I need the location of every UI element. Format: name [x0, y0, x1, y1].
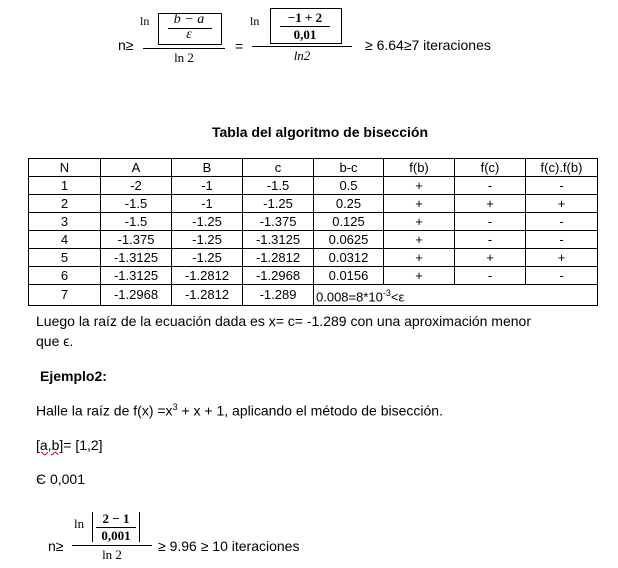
table-cell: -2 [101, 177, 172, 195]
table-cell: -1.2812 [243, 249, 314, 267]
num-right: −1 + 2 [287, 10, 323, 25]
table-cell: 0.125 [314, 213, 384, 231]
formula-2-den: 0,001 [101, 528, 131, 543]
table-cell: + [384, 249, 455, 267]
table-row [29, 213, 598, 231]
table-header-cell: A [101, 159, 172, 177]
abs-bar-right [139, 512, 140, 542]
table-cell: + [384, 177, 455, 195]
example-2-epsilon: Є 0,001 [36, 471, 85, 487]
formula-1-result: ≥ 6.64≥7 iteraciones [365, 37, 491, 53]
table-header-cell: f(c) [455, 159, 526, 177]
table-cell: + [455, 195, 526, 213]
table-cell: -1.375 [101, 231, 172, 249]
table-cell: -1.289 [243, 285, 314, 306]
statement-exp: 3 [172, 402, 178, 412]
formula-2-ln: ln [74, 516, 85, 531]
table-cell: + [526, 195, 598, 213]
frac-line-right [252, 46, 352, 47]
note-pre: 0.008=8*10 [316, 289, 383, 305]
statement-pre: Halle la raíz de f(x) =x [36, 402, 173, 419]
table-header-cell: c [243, 159, 314, 177]
table-cell: -1.2968 [243, 267, 314, 285]
table-cell: -1.2812 [172, 285, 243, 306]
example-2-interval [36, 437, 103, 453]
table-cell: 0.5 [314, 177, 384, 195]
conclusion-line-1: Luego la raíz de la ecuación dada es x= c= -1.289 con una aproximación menor [36, 313, 531, 329]
table-header-cell: B [172, 159, 243, 177]
table-row-last [29, 285, 598, 306]
table-cell: + [526, 249, 598, 267]
formula-1-ln-left: ln [140, 14, 150, 28]
table-cell-note [314, 285, 598, 306]
table-row [29, 249, 598, 267]
table-cell: -1.25 [243, 195, 314, 213]
table-cell: 7 [29, 285, 101, 306]
table-cell: -1.3125 [101, 249, 172, 267]
bisection-table [28, 158, 598, 306]
table-cell: + [455, 249, 526, 267]
table-cell: 5 [29, 249, 101, 267]
table-cell: -1.2968 [101, 285, 172, 306]
table-row [29, 195, 598, 213]
table-cell: 2 [29, 195, 101, 213]
formula-2-frac-line [72, 545, 152, 546]
table-title: Tabla del algoritmo de bisección [211, 124, 428, 140]
table-row [29, 267, 598, 285]
interval-value: = [1,2] [63, 437, 103, 453]
table-cell: -1 [172, 177, 243, 195]
conclusion-line-2: que ϵ. [36, 333, 74, 349]
table-cell: -1.5 [243, 177, 314, 195]
table-cell: 6 [29, 267, 101, 285]
table-cell: -1.375 [243, 213, 314, 231]
note-exp: -3 [382, 288, 391, 298]
table-header-cell: N [29, 159, 101, 177]
formula-1-ln-right: ln [250, 14, 260, 28]
table-cell: - [526, 177, 598, 195]
table-cell: -1.2812 [172, 267, 243, 285]
table-cell: -1.25 [172, 213, 243, 231]
table-cell: - [526, 213, 598, 231]
table-row [29, 231, 598, 249]
table-header-row [29, 159, 598, 177]
table-cell: + [384, 195, 455, 213]
table-cell: 3 [29, 213, 101, 231]
example-2-statement [36, 402, 443, 419]
example-2-heading: Ejemplo2: [40, 368, 107, 384]
statement-post: + x + 1, aplicando el método de bisección. [177, 402, 443, 419]
table-cell: 1 [29, 177, 101, 195]
table-cell: -1.3125 [243, 231, 314, 249]
num-left: b − a [173, 12, 205, 27]
table-cell: - [526, 267, 598, 285]
table-cell: -1 [172, 195, 243, 213]
note-post: <ε [390, 289, 405, 305]
formula-1-prefix: n≥ [118, 37, 134, 53]
table-header-cell: f(c).f(b) [526, 159, 598, 177]
ln2-left: ln 2 [174, 50, 194, 65]
table-cell: + [384, 213, 455, 231]
table-header-cell: f(b) [384, 159, 455, 177]
formula-2-prefix: n≥ [48, 538, 64, 554]
table-cell: - [455, 213, 526, 231]
table-cell: - [455, 177, 526, 195]
formula-2-result: ≥ 9.96 ≥ 10 iteraciones [158, 538, 300, 554]
table-cell: - [455, 267, 526, 285]
table-cell: 0.0156 [314, 267, 384, 285]
table-row [29, 177, 598, 195]
table-header-cell: b-c [314, 159, 384, 177]
table-cell: -1.25 [172, 249, 243, 267]
formula-2-num: 2 − 1 [102, 511, 130, 526]
table-cell: 4 [29, 231, 101, 249]
table-cell: -1.5 [101, 213, 172, 231]
table-cell: + [384, 267, 455, 285]
interval-label: [a,b] [36, 437, 64, 453]
table-cell: - [526, 231, 598, 249]
table-cell: 0.25 [314, 195, 384, 213]
table-cell: 0.0625 [314, 231, 384, 249]
table-cell: -1.25 [172, 231, 243, 249]
ln2-right: ln2 [293, 48, 311, 63]
table-cell: - [455, 231, 526, 249]
table-cell: 0.0312 [314, 249, 384, 267]
formula-1-equals: = [235, 38, 244, 54]
den-left: ε [186, 27, 192, 42]
formula-2-ln2: ln 2 [102, 547, 122, 562]
table-cell: -1.5 [101, 195, 172, 213]
table-cell: + [384, 231, 455, 249]
frac-line-left [143, 48, 225, 49]
table-cell: -1.3125 [101, 267, 172, 285]
den-right: 0,01 [293, 27, 317, 42]
